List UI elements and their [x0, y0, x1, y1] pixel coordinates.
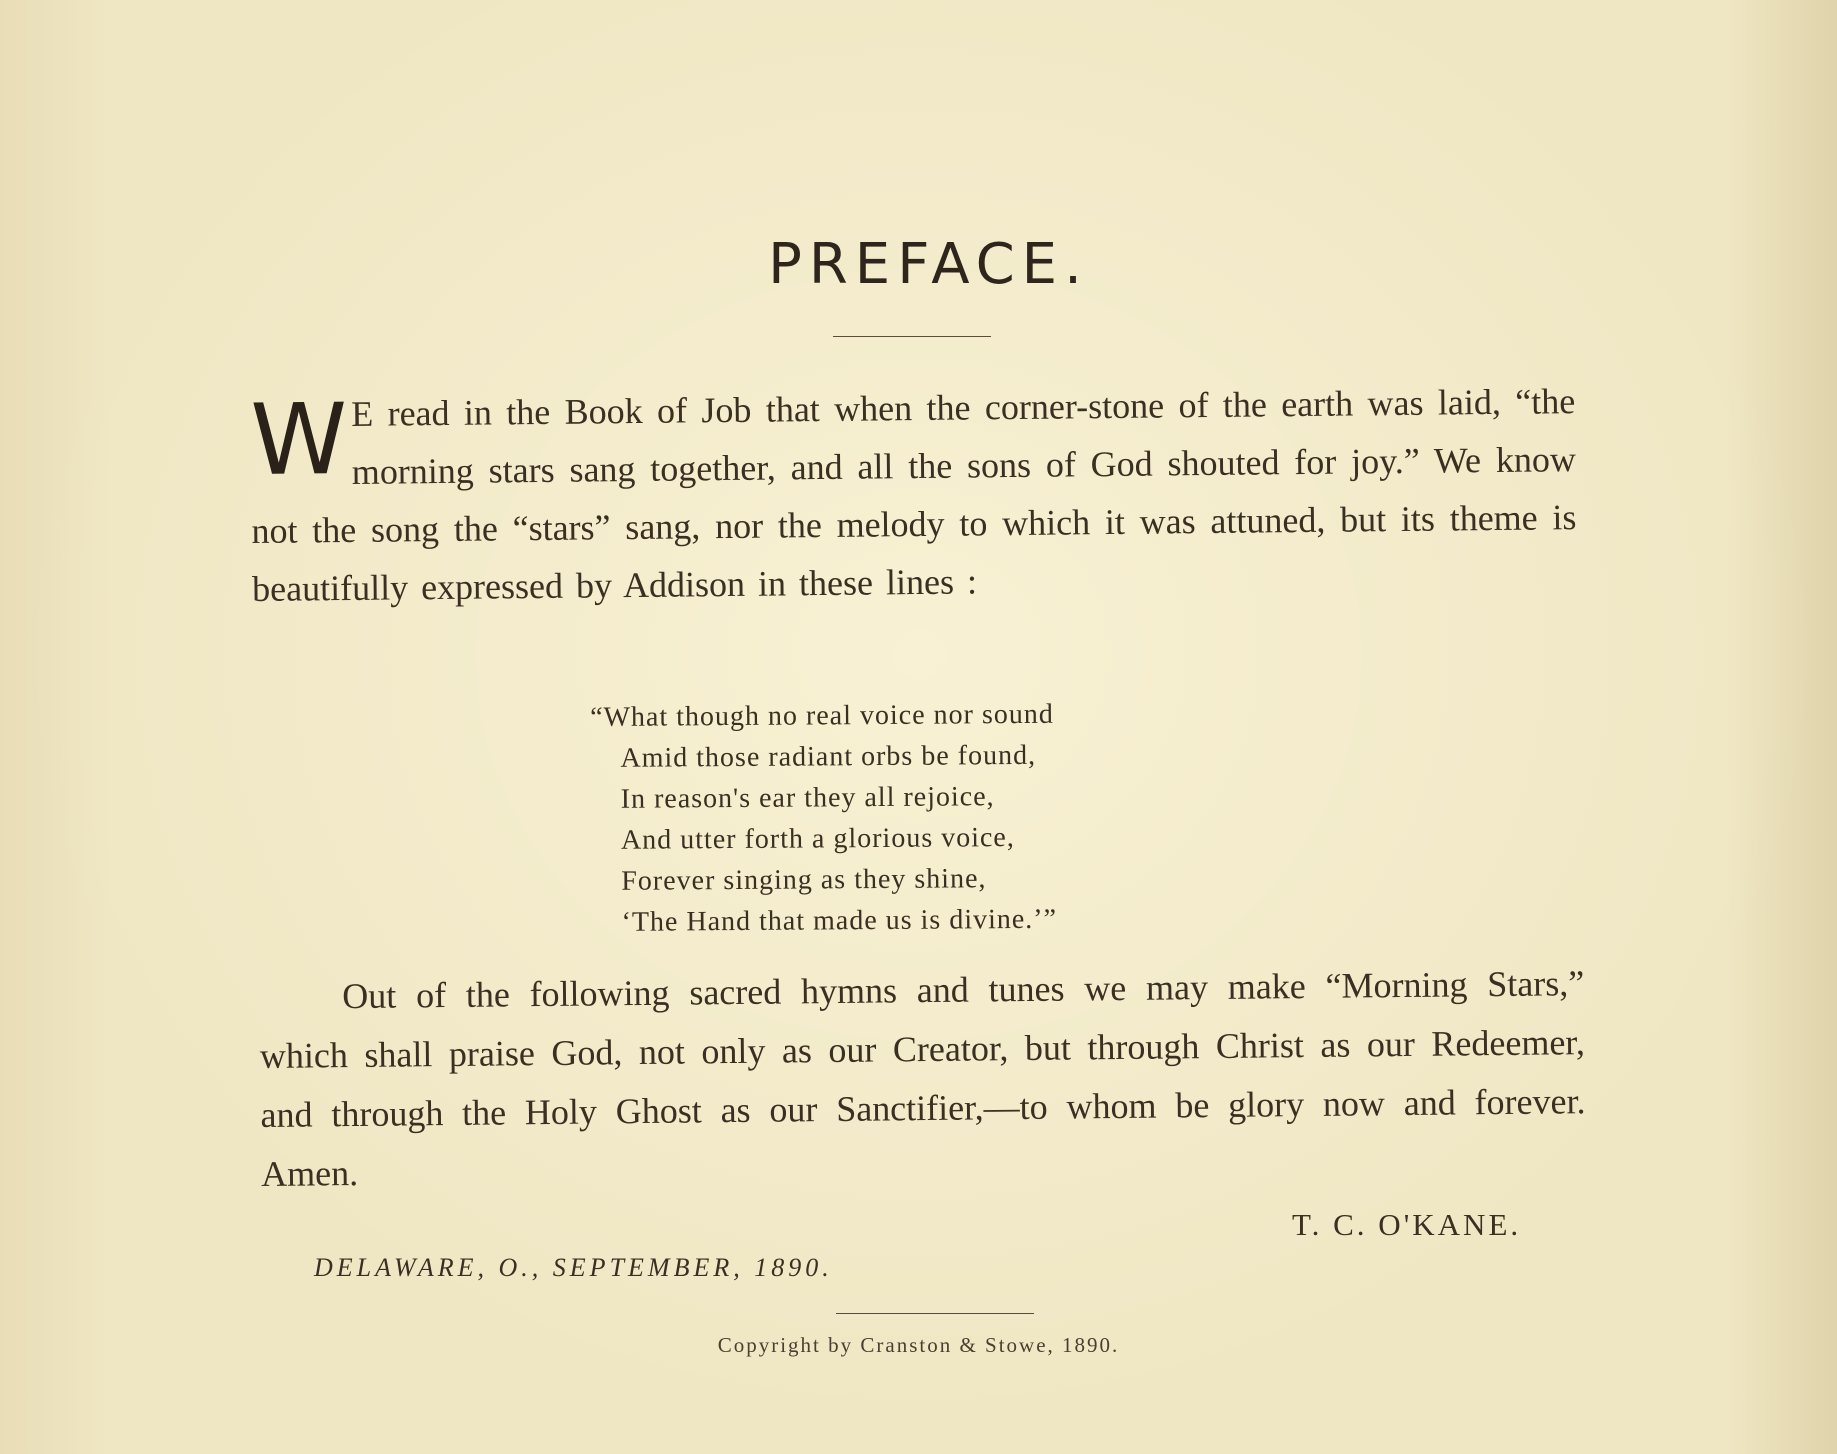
- poem-line: And utter forth a glorious voice,: [620, 822, 1015, 856]
- copyright-line: Copyright by Cranston & Stowe, 1890.: [717, 1333, 1120, 1357]
- place-and-date: DELAWARE, O., SEPTEMBER, 1890.: [314, 1253, 833, 1282]
- drop-cap: W: [249, 383, 347, 498]
- poem-line: In reason's ear they all rejoice,: [620, 781, 995, 815]
- preface-paragraph-1: [250, 372, 1577, 618]
- addison-poem: [590, 692, 1272, 943]
- poem-line: ‘The Hand that made us is divine.’”: [621, 903, 1058, 938]
- poem-line: Amid those radiant orbs be found,: [620, 739, 1037, 774]
- page-title: PREFACE.: [768, 232, 1089, 297]
- paragraph-1-text: E read in the Book of Job that when the corner-stone of the earth was laid, “the morning stars sang together, and all the sons of God shouted for joy.” We know not the song the “stars” sang, nor the melody to which it was attuned, but its theme is beautifully expressed by Addison in these lines :: [251, 381, 1577, 609]
- footer-divider: [836, 1313, 1034, 1314]
- poem-line: Forever singing as they shine,: [621, 863, 987, 897]
- preface-paragraph-2: [259, 954, 1586, 1204]
- author-signature: T. C. O'KANE.: [1292, 1207, 1522, 1242]
- poem-line: “What though no real voice nor sound: [590, 698, 1054, 733]
- paragraph-2-text: Out of the following sacred hymns and tunes we may make “Morning Stars,” which shall praise God, not only as our Creator, but through Christ as our Redeemer, and through the Holy Ghost as our Sanctifier,—to whom be glory now and forever. Amen.: [259, 963, 1586, 1194]
- title-divider: [833, 336, 991, 337]
